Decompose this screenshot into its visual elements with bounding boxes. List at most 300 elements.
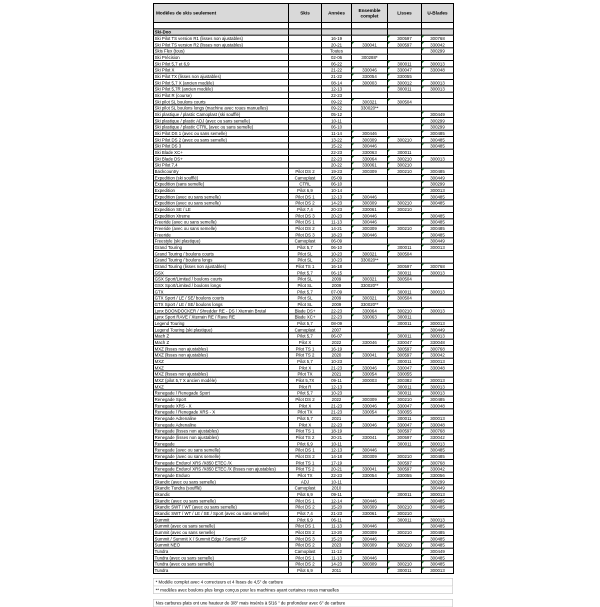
cell-years: 06-09: [321, 238, 351, 244]
cell-model: Grand Touring / boulons longs: [153, 257, 288, 263]
cell-years: 11-13: [321, 523, 351, 529]
cell-ublades: 330042: [421, 466, 453, 472]
cell-lisses: 300011: [387, 244, 421, 250]
number-as-text-flag-icon: [388, 473, 390, 475]
number-as-text-flag-icon: [352, 473, 354, 475]
cell-ublades: 300485: [421, 523, 453, 529]
number-as-text-flag-icon: [388, 346, 390, 348]
cell-lisses: 300597: [387, 459, 421, 465]
cell-model: Skandic: [153, 491, 288, 497]
cell-years: 21-23: [321, 364, 351, 370]
number-as-text-flag-icon: [352, 561, 354, 563]
number-as-text-flag-icon: [388, 428, 390, 430]
cell-lisses: 330047: [387, 421, 421, 427]
cell-model: Ski plastique / plastic Camoplast (ski soufflé): [153, 111, 288, 117]
cell-ski: Pilot SL: [288, 301, 321, 307]
cell-ski: Pilot 6,9: [288, 187, 321, 193]
cell-kit: 300321: [351, 276, 387, 282]
cell-lisses: 300210: [387, 168, 421, 174]
cell-years: 2021: [321, 415, 351, 421]
number-as-text-flag-icon: [388, 74, 390, 76]
cell-ublades: 330048: [421, 364, 453, 370]
number-as-text-flag-icon: [422, 143, 424, 145]
cell-kit: 330063: [351, 314, 387, 320]
cell-years: 09-11: [321, 377, 351, 383]
number-as-text-flag-icon: [422, 340, 424, 342]
number-as-text-flag-icon: [388, 67, 390, 69]
cell-model: MXZ (lisses non ajustables): [153, 371, 288, 377]
cell-years: 22-23: [321, 307, 351, 313]
number-as-text-flag-icon: [352, 504, 354, 506]
cell-ski: Pilot DS 2: [288, 225, 321, 231]
cell-ublades: 300485: [421, 396, 453, 402]
cell-years: 22-23: [321, 472, 351, 478]
cell-lisses: 300210: [387, 307, 421, 313]
number-as-text-flag-icon: [422, 530, 424, 532]
number-as-text-flag-icon: [422, 447, 424, 449]
cell-ublades: 300449: [421, 174, 453, 180]
cell-model: Expedition (avec ou sans semelle): [153, 193, 288, 199]
cell-kit: 330054: [351, 409, 387, 415]
cell-years: 06-07: [321, 333, 351, 339]
cell-ublades: 300485: [421, 497, 453, 503]
cell-lisses: 300011: [387, 149, 421, 155]
cell-ublades: 300485: [421, 542, 453, 548]
number-as-text-flag-icon: [388, 86, 390, 88]
number-as-text-flag-icon: [352, 156, 354, 158]
number-as-text-flag-icon: [352, 200, 354, 202]
cell-kit: 300003: [351, 79, 387, 85]
cell-model: Skis Flex (tous): [153, 48, 288, 54]
number-as-text-flag-icon: [352, 67, 354, 69]
number-as-text-flag-icon: [388, 511, 390, 513]
number-as-text-flag-icon: [422, 536, 424, 538]
cell-ublades: 300768: [421, 428, 453, 434]
cell-ski: Pilot 5,7: [288, 244, 321, 250]
number-as-text-flag-icon: [352, 251, 354, 253]
cell-model: Grand Touring / boulons courts: [153, 250, 288, 256]
number-as-text-flag-icon: [352, 276, 354, 278]
cell-ublades: 330048: [421, 67, 453, 73]
cell-ski: Pilot 5,7: [288, 333, 321, 339]
cell-lisses: 330047: [387, 402, 421, 408]
cell-kit: 300309: [351, 529, 387, 535]
number-as-text-flag-icon: [388, 441, 390, 443]
number-as-text-flag-icon: [352, 162, 354, 164]
number-as-text-flag-icon: [422, 378, 424, 380]
cell-ublades: 300299: [421, 181, 453, 187]
number-as-text-flag-icon: [352, 352, 354, 354]
cell-kit: 300446: [351, 143, 387, 149]
cell-ublades: 300768: [421, 35, 453, 41]
number-as-text-flag-icon: [422, 422, 424, 424]
number-as-text-flag-icon: [422, 403, 424, 405]
cell-ublades: 300768: [421, 263, 453, 269]
number-as-text-flag-icon: [352, 397, 354, 399]
number-as-text-flag-icon: [352, 194, 354, 196]
cell-kit: 330046: [351, 421, 387, 427]
ski-fitment-table: [153, 3, 454, 574]
cell-ski: Pilot 6,9: [288, 516, 321, 522]
cell-model: Expedition (sans semelle): [153, 181, 288, 187]
number-as-text-flag-icon: [388, 384, 390, 386]
cell-kit: 300288*: [351, 54, 387, 60]
column-header-lisses: Lisses: [387, 3, 421, 22]
cell-ski: Pilot 6,9: [288, 567, 321, 573]
number-as-text-flag-icon: [422, 169, 424, 171]
cell-ublades: 300013: [421, 307, 453, 313]
cell-kit: 330041: [351, 434, 387, 440]
cell-ski: Pilot X: [288, 364, 321, 370]
number-as-text-flag-icon: [422, 327, 424, 329]
header-row: [153, 3, 453, 22]
cell-lisses: 300011: [387, 383, 421, 389]
number-as-text-flag-icon: [352, 371, 354, 373]
cell-model: Renegade Enduro: [153, 472, 288, 478]
cell-model: Backcountry: [153, 168, 288, 174]
cell-ublades: 300013: [421, 383, 453, 389]
cell-lisses: 300597: [387, 434, 421, 440]
number-as-text-flag-icon: [388, 270, 390, 272]
cell-lisses: 300504: [387, 98, 421, 104]
cell-model: Freeride (avec ou sans semelle): [153, 225, 288, 231]
number-as-text-flag-icon: [422, 549, 424, 551]
cell-ski: Pilot TS 2: [288, 434, 321, 440]
cell-ski: Blade DS+: [288, 307, 321, 313]
number-as-text-flag-icon: [422, 175, 424, 177]
cell-years: 10-23: [321, 257, 351, 263]
cell-lisses: 300210: [387, 206, 421, 212]
cell-model: Renegade Adrenaline: [153, 421, 288, 427]
cell-model: Renegade Adrenaline: [153, 415, 288, 421]
column-header-ensemble-complet: Ensemble complet: [351, 3, 387, 22]
cell-lisses: 300210: [387, 529, 421, 535]
number-as-text-flag-icon: [422, 321, 424, 323]
number-as-text-flag-icon: [388, 169, 390, 171]
cell-years: 11-13: [321, 219, 351, 225]
number-as-text-flag-icon: [388, 36, 390, 38]
number-as-text-flag-icon: [422, 555, 424, 557]
section-label: Ski-Doo: [153, 29, 288, 35]
table-row: [153, 567, 453, 573]
cell-kit: 300309: [351, 504, 387, 510]
cell-model: Tundra (avec ou sans semelle): [153, 554, 288, 560]
cell-ski: Pilot 6,9: [288, 491, 321, 497]
number-as-text-flag-icon: [352, 498, 354, 500]
cell-ski: Pilot DS 2: [288, 561, 321, 567]
number-as-text-flag-icon: [388, 276, 390, 278]
number-as-text-flag-icon: [422, 194, 424, 196]
cell-kit: 300446: [351, 447, 387, 453]
cell-years: 2022: [321, 339, 351, 345]
number-as-text-flag-icon: [352, 555, 354, 557]
cell-years: 09-22: [321, 98, 351, 104]
cell-kit: 330054: [351, 371, 387, 377]
number-as-text-flag-icon: [422, 454, 424, 456]
cell-years: 10-14: [321, 187, 351, 193]
cell-years: 19-23: [321, 168, 351, 174]
cell-years: 12-13: [321, 86, 351, 92]
cell-lisses: 300210: [387, 542, 421, 548]
number-as-text-flag-icon: [352, 295, 354, 297]
cell-years: 20-21: [321, 466, 351, 472]
number-as-text-flag-icon: [422, 42, 424, 44]
number-as-text-flag-icon: [422, 67, 424, 69]
number-as-text-flag-icon: [388, 542, 390, 544]
cell-model: Ski Pilot X: [153, 67, 288, 73]
number-as-text-flag-icon: [352, 143, 354, 145]
number-as-text-flag-icon: [422, 473, 424, 475]
number-as-text-flag-icon: [422, 270, 424, 272]
cell-model: Lynx BOONDOCKER / Shredder RE - DS / Xterrain Brutal: [153, 307, 288, 313]
number-as-text-flag-icon: [422, 517, 424, 519]
cell-kit: 300309: [351, 396, 387, 402]
number-as-text-flag-icon: [422, 48, 424, 50]
cell-years: 2011: [321, 567, 351, 573]
cell-ski: Pilot DS 2: [288, 168, 321, 174]
cell-years: 10-23: [321, 250, 351, 256]
cell-ski: Pilot 5,7: [288, 320, 321, 326]
cell-years: 12-13: [321, 193, 351, 199]
cell-years: 2009: [321, 276, 351, 282]
cell-ublades: 300299: [421, 48, 453, 54]
cell-model: Skandic (avec ou sans semelle): [153, 497, 288, 503]
cell-model: Ski Pilot TX (lisses non ajustables): [153, 73, 288, 79]
cell-kit: 330054: [351, 73, 387, 79]
cell-years: 16-19: [321, 35, 351, 41]
cell-lisses: 300210: [387, 396, 421, 402]
cell-model: MXZ: [153, 364, 288, 370]
cell-years: 21-23: [321, 402, 351, 408]
cell-model: Renegade Enduro/ XRS /X850 ETEC /X (lisses non ajustables): [153, 466, 288, 472]
cell-model: Mach Z: [153, 339, 288, 345]
cell-years: 16-19: [321, 345, 351, 351]
number-as-text-flag-icon: [388, 156, 390, 158]
cell-ublades: 330048: [421, 339, 453, 345]
cell-model: Ski Pilot 5,7 et 6,9: [153, 60, 288, 66]
cell-kit: 330020**: [351, 105, 387, 111]
number-as-text-flag-icon: [352, 80, 354, 82]
number-as-text-flag-icon: [352, 99, 354, 101]
cell-model: Expedition Xtreme: [153, 212, 288, 218]
number-as-text-flag-icon: [388, 454, 390, 456]
cell-ski: Pilot 5,7: [288, 415, 321, 421]
column-header-skis: Skis: [288, 3, 321, 22]
number-as-text-flag-icon: [422, 346, 424, 348]
cell-years: 11-13: [321, 554, 351, 560]
cell-ski: Pilot DS 1: [288, 523, 321, 529]
cell-years: 06-11: [321, 516, 351, 522]
number-as-text-flag-icon: [388, 409, 390, 411]
cell-model: Legend Touring: [153, 320, 288, 326]
cell-kit: 300446: [351, 219, 387, 225]
number-as-text-flag-icon: [352, 511, 354, 513]
cell-years: 2009: [321, 282, 351, 288]
cell-years: 10-11: [321, 440, 351, 446]
cell-ublades: 300768: [421, 459, 453, 465]
cell-lisses: 300011: [387, 60, 421, 66]
number-as-text-flag-icon: [388, 561, 390, 563]
cell-kit: 300321: [351, 295, 387, 301]
cell-model: Renegade Sport: [153, 396, 288, 402]
cell-years: 2009: [321, 301, 351, 307]
cell-years: 2021: [321, 371, 351, 377]
number-as-text-flag-icon: [352, 536, 354, 538]
cell-model: Grand Touring: [153, 244, 288, 250]
cell-model: Ski pilot SL boulons longs (machine avec roues manuelles): [153, 105, 288, 111]
cell-lisses: 330047: [387, 364, 421, 370]
cell-ublades: 300013: [421, 333, 453, 339]
cell-years: 10-23: [321, 390, 351, 396]
cell-lisses: 300504: [387, 295, 421, 301]
cell-ski: Pilot 5,7X: [288, 377, 321, 383]
cell-lisses: 300011: [387, 415, 421, 421]
cell-lisses: 330055: [387, 409, 421, 415]
cell-kit: 330020**: [351, 257, 387, 263]
number-as-text-flag-icon: [422, 498, 424, 500]
number-as-text-flag-icon: [422, 441, 424, 443]
cell-ublades: 300013: [421, 358, 453, 364]
number-as-text-flag-icon: [422, 492, 424, 494]
cell-kit: 330064: [351, 155, 387, 161]
cell-ublades: 300449: [421, 548, 453, 554]
cell-kit: 330061: [351, 510, 387, 516]
cell-ublades: 300485: [421, 554, 453, 560]
cell-ublades: 330042: [421, 352, 453, 358]
cell-years: 22-23: [321, 155, 351, 161]
number-as-text-flag-icon: [388, 80, 390, 82]
cell-ublades: 300449: [421, 326, 453, 332]
footnotes: [153, 578, 453, 607]
cell-ublades: 300485: [421, 130, 453, 136]
cell-model: Ski Précision: [153, 54, 288, 60]
cell-ski: Pilot X: [288, 421, 321, 427]
cell-kit: 330041: [351, 466, 387, 472]
cell-years: 10-23: [321, 358, 351, 364]
cell-ski: Pilot SL: [288, 276, 321, 282]
number-as-text-flag-icon: [388, 245, 390, 247]
cell-lisses: 330055: [387, 472, 421, 478]
cell-years: 17-19: [321, 459, 351, 465]
number-as-text-flag-icon: [388, 289, 390, 291]
number-as-text-flag-icon: [352, 308, 354, 310]
cell-model: Renegade / Renegade XRS - X: [153, 409, 288, 415]
cell-ublades: 300485: [421, 212, 453, 218]
cell-model: Renegade: [153, 440, 288, 446]
number-as-text-flag-icon: [388, 99, 390, 101]
number-as-text-flag-icon: [422, 36, 424, 38]
cell-model: Renegade (lisses non ajustables): [153, 434, 288, 440]
cell-years: 21-23: [321, 409, 351, 415]
number-as-text-flag-icon: [388, 460, 390, 462]
cell-model: Ski Pilot DS 2 (avec ou sans semelle): [153, 136, 288, 142]
cell-ublades: 300013: [421, 288, 453, 294]
cell-ublades: 330048: [421, 402, 453, 408]
cell-ublades: 300299: [421, 124, 453, 130]
number-as-text-flag-icon: [422, 542, 424, 544]
column-header-annees: Années: [321, 3, 351, 22]
cell-model: MXZ (lisses non ajustables): [153, 345, 288, 351]
cell-ski: Pilot SL: [288, 295, 321, 301]
number-as-text-flag-icon: [422, 181, 424, 183]
cell-ublades: 300449: [421, 485, 453, 491]
number-as-text-flag-icon: [388, 200, 390, 202]
table-body: [153, 22, 453, 573]
number-as-text-flag-icon: [388, 371, 390, 373]
number-as-text-flag-icon: [388, 150, 390, 152]
number-as-text-flag-icon: [422, 226, 424, 228]
cell-ublades: 300485: [421, 193, 453, 199]
number-as-text-flag-icon: [388, 321, 390, 323]
cell-ski: Pilot TS 1: [288, 459, 321, 465]
cell-years: 12-13: [321, 447, 351, 453]
number-as-text-flag-icon: [422, 80, 424, 82]
number-as-text-flag-icon: [422, 416, 424, 418]
cell-lisses: 300011: [387, 440, 421, 446]
number-as-text-flag-icon: [352, 422, 354, 424]
cell-kit: 300321: [351, 98, 387, 104]
cell-lisses: 300011: [387, 86, 421, 92]
cell-model: GTX: [153, 288, 288, 294]
cell-ski: Pilot TX: [288, 371, 321, 377]
cell-ski: Pilot DS 2: [288, 529, 321, 535]
cell-lisses: 300011: [387, 288, 421, 294]
number-as-text-flag-icon: [422, 384, 424, 386]
number-as-text-flag-icon: [388, 137, 390, 139]
cell-model: Summit / Summit X / Summit Edge / Summit SP: [153, 535, 288, 541]
cell-model: Mach Z: [153, 333, 288, 339]
cell-ski: Pilot TS 1: [288, 428, 321, 434]
cell-kit: 300446: [351, 193, 387, 199]
cell-lisses: 300011: [387, 358, 421, 364]
footnote-carbide: Nos carbures plats ont une hauteur de 3/8" mais insérés à 5/16 " de profondeur avec 6" de carbure: [153, 599, 453, 607]
number-as-text-flag-icon: [352, 365, 354, 367]
cell-model: Renegade Enduro/ XRS /X850 ETEC /X: [153, 459, 288, 465]
cell-ublades: 300013: [421, 516, 453, 522]
cell-ublades: 330042: [421, 434, 453, 440]
cell-years: 10-11: [321, 478, 351, 484]
cell-years: 14-21: [321, 225, 351, 231]
column-header-u-blades: U-Blades: [421, 3, 453, 22]
number-as-text-flag-icon: [352, 523, 354, 525]
cell-lisses: 300210: [387, 225, 421, 231]
cell-model: Tundra: [153, 548, 288, 554]
number-as-text-flag-icon: [352, 42, 354, 44]
cell-lisses: 300011: [387, 333, 421, 339]
cell-years: 2009: [321, 295, 351, 301]
cell-years: 20-22: [321, 162, 351, 168]
cell-model: GTX Sport / LE / SE/ boulons longs: [153, 301, 288, 307]
cell-years: 14-23: [321, 200, 351, 206]
cell-ublades: 300013: [421, 79, 453, 85]
cell-lisses: 300210: [387, 510, 421, 516]
cell-ski: Pilot DS 2: [288, 542, 321, 548]
cell-ski: Pilot DS 1: [288, 497, 321, 503]
cell-model: Skandic SWT / WT (avec ou sans semelle): [153, 504, 288, 510]
cell-years: 11-12: [321, 548, 351, 554]
cell-years: 22-23: [321, 314, 351, 320]
cell-lisses: 300210: [387, 136, 421, 142]
cell-kit: 300446: [351, 523, 387, 529]
number-as-text-flag-icon: [422, 568, 424, 570]
number-as-text-flag-icon: [352, 409, 354, 411]
number-as-text-flag-icon: [388, 359, 390, 361]
number-as-text-flag-icon: [422, 428, 424, 430]
cell-years: 12-14: [321, 497, 351, 503]
cell-lisses: 300011: [387, 314, 421, 320]
cell-model: Renegade (avec ou sans semelle): [153, 447, 288, 453]
number-as-text-flag-icon: [422, 245, 424, 247]
